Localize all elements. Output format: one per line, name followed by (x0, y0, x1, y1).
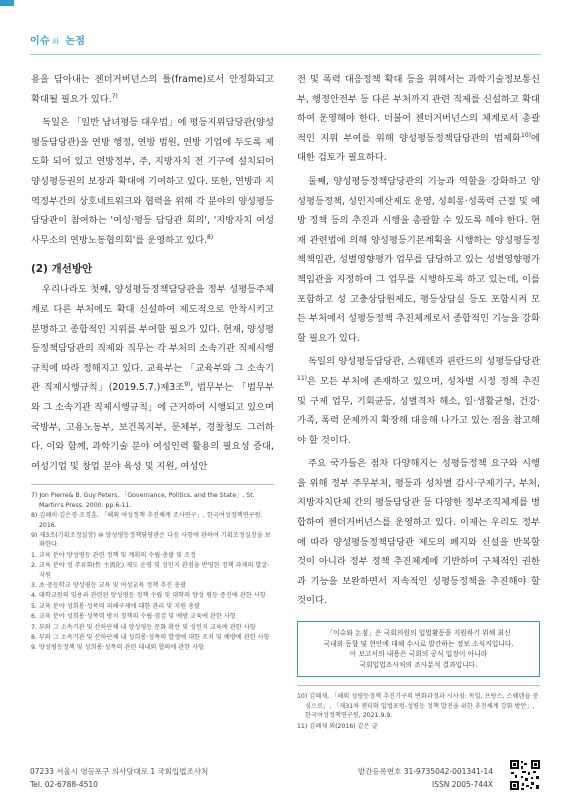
footnote-ref-8: 8) (207, 233, 214, 241)
footnote: 9) 제3조(기획조정실장) ⑩ 양성평등정책담당관은 다음 사항에 관하여 기획조정실장을 보좌한다. (31, 531, 271, 549)
footer-address: 07233 서울시 영등포구 의사당대로 1 국회입법조사처 (30, 767, 209, 776)
footnote: 10) 김혜재, 「해외 성평등정책 추진기구의 변화과정과 시사점: 독일, 프랑스, 스웨덴을 중심으로」, 「제31차 젠더와 입법포럼-성평등 정책 발전을 위한 추진체계 강화 방안」, 한국여성정책연구원, 2021.9.9. (297, 693, 539, 720)
footnote: 7. 부와 그 소속기관 및 산하단체 내 양성평등 문화 확산 및 성인지 교육에 관한 사항 (31, 623, 256, 631)
header-divider (30, 54, 541, 55)
disclaimer-line: 이 보고서의 내용은 국회의 공식 입장이 아니라 (349, 650, 488, 659)
left-footnotes (31, 491, 274, 653)
footnote-divider (31, 484, 274, 485)
disclaimer-line: 국회입법조사처의 조사분석 결과입니다. (359, 660, 478, 669)
footnote-ref-11: 11) (297, 374, 307, 382)
footnote: 1. 교육 분야 양성평등 관련 정책 및 계획의 수립·총괄 및 조정 (31, 551, 197, 559)
footer-tel: Tel. 02-6788-4510 (30, 780, 98, 789)
left-paragraph-1: 용을 담아내는 젠더거버넌스의 틀(frame)로서 안정화되고 확대될 필요가 있다.$^{7)}$ (31, 74, 274, 105)
footnote-ref-10: 10) (521, 131, 532, 139)
footer-registration-number: 발간등록번호 31-9735042-001341-14 (357, 767, 493, 776)
footnote: 8) 김혜미·김은경·조경훈, 「해외 여성정책 추진체계 조사연구」, 한국여성정책연구원. 2016. (31, 512, 263, 529)
left-column (31, 70, 274, 654)
right-paragraph-2: 둘째, 양성평등정책담당관의 기능과 역할을 강화하고 양성평등정책, 성인지예산제도 운영, 성희롱·성폭력 근절 및 예방 정책 등의 추진과 시행을 총괄할 수 있도록 해야 한다. 현재 관련법에 의해 양성평등기본계획을 시행하는 양성평등정책책임관, 성별영향평가 업무를 담당하고 있는 성별영향평가책임관을 지정하여 그 업무를 시행하도록 하고 있는데, 이를 포함하고 성 고충상담원제도, 평등상담실 등도 포함시켜 모든 부처에서 성평등정책 추진체계로서 종합적인 기능을 강화할 필요가 있다. (297, 175, 540, 344)
disclaimer-line: 「이슈와 논점」은 국회의원의 입법활동을 지원하기 위해 최신 (326, 629, 511, 638)
right-paragraph-1: 전 및 폭력 대응정책 확대 등을 위해서는 과학기술정보통신부, 행정안전부 등 다른 부처까지 관련 직제를 신설하고 확대하여 운영해야 한다. 더불어 젠더거버넌스의 체계로서 총괄적인 지위 부여를 위해 양성평등정책담당관의 법제화$^{10)}$에 대한 검토가 필요하다. (297, 74, 540, 164)
left-paragraph-2: 독일은 「일반 남녀평등 대우법」에 평등지위담당관(양성평등담당관)을 연방 행정, 연방 법원, 연방 기업에 두도록 제도화 되어 있고 연방정부, 주, 지방자치 전 기구에 설치되어 양성평등권의 보장과 확대에 기여하고 있다. 또한, 연방과 지역정부간의 상호네트워크와 협력을 위해 각 분야의 양성평등담당관이 참여하는 '여성·평등 담당관 회의', '지방자치 여성사무소의 연방노동협의회'를 운영하고 있다.$^{8)}$ (31, 117, 274, 246)
footer-issn: ISSN 2005-744X (432, 780, 493, 789)
footnote: 2. 교육 분야 성 주류화(性 主流化) 제도 운영 및 성인지 관점을 반영한 정책 과제의 발굴·지원 (31, 562, 270, 579)
footnote-ref-7: 7) (111, 92, 118, 100)
footnote: 3. 초·중등학교 양성평등 교육 및 여성교육 정책 추진 총괄 (31, 581, 187, 589)
header-issue: 이슈 (30, 36, 50, 47)
qr-code-icon (509, 759, 541, 791)
right-footnotes (297, 692, 540, 731)
right-column (297, 70, 540, 732)
left-paragraph-3: 우리나라도 첫째, 양성평등정책담당관을 정부 성평등주체계로 다른 부처에도 확대 신설하여 제도적으로 안착시키고 분명하고 종합적인 지위를 부여할 필요가 있다. 현재, 양성평등정책담당관의 직제와 직무는 각 부처의 소속기관 직제시행규칙에 따라 정해지고 있다. 교육부는 「교육부와 그 소속기관 직제시행규칙」(2019.5.7.)제3조$^{9)}$, 법무부는 「법무부와 그 소속기관 직제시행규칙」에 근거하여 시행되고 있으며 국방부, 고용노동부, 보건복지부, 문체부, 경찰청도 그러하다. 이와 함께, 과학기술 분야 여성인력 활용의 필요성 증대, 여성기업 및 창업 분야 육성 및 지원, 여성안 (31, 284, 274, 472)
header-wa: 와 (51, 37, 60, 46)
footnote: 7) Jon Pierre& B. Guy Peters, 「Governance, Politics, and the State」, St. Martin's Press. 2000. pp.6-11. (31, 492, 255, 509)
right-paragraph-4: 주요 국가들은 점차 다양해지는 성평등정책 요구와 시행을 위해 정부 주무부처, 평등과 성차별 감시·구제기구, 부처,지방자치단체 간의 평등담당관 등 다양한 정부조직체계를 병합하여 젠더거버넌스를 운영하고 있다. 이제는 우리도 정부에 따라 양성평등정책담당관 제도의 폐지와 신설을 반복할 것이 아니라 정부 정책 추진체계에 기반하여 구체적인 권한과 기능을 보완하면서 지속적인 성평등정책을 추진해야 할 것이다. (297, 458, 540, 607)
disclaimer-box (297, 621, 540, 677)
footnote: 5. 교육 분야 성희롱·성폭력 피해구제에 대한 관리 및 지원 총괄 (31, 602, 201, 610)
right-footnote-divider (297, 685, 540, 686)
disclaimer-line: 국내외 동향 및 현안에 대해 수시로 발간하는 정보 소식지입니다. (323, 639, 514, 648)
page-header (30, 32, 85, 47)
footnote: 4. 대학교원의 임용과 관련된 양성평등 정책 수립 및 대학의 양성 평등 증진에 관한 사항 (31, 592, 266, 600)
footnote: 11) 김혜재 외(2016) 같은 글 (297, 722, 378, 730)
section-subheading: (2) 개선방안 (31, 263, 93, 276)
right-paragraph-3: 독일의 양성평등담당관, 스웨덴과 핀란드의 성평등담당관$^{11)}$은 모든 부처에 존재하고 있으며, 성차별 시정 정책 추진 및 구제 업무, 기회균등, 성별격차 해소, 일·생활균형, 건강·가족, 폭력 문제까지 확장해 대응해 나가고 있는 점을 참고해야 할 것이다. (297, 356, 540, 446)
header-accent-tab (0, 0, 14, 6)
footnote-ref-9: 9) (184, 381, 191, 389)
footnote: 8. 부와 그 소속기관 및 산하단체 내 성희롱·성폭력 발생에 대한 조치 및 예방에 관한 사항 (31, 633, 270, 641)
header-topic: 논점 (65, 36, 86, 47)
footnote: 6. 교육 분야 성희롱·성폭력 방지 정책의 수립·점검 및 예방 교육에 관한 사항 (31, 613, 236, 621)
footnote: 9. 양성평등정책 및 성희롱·성폭력 관련 대내외 협의에 관한 사항 (31, 644, 205, 652)
